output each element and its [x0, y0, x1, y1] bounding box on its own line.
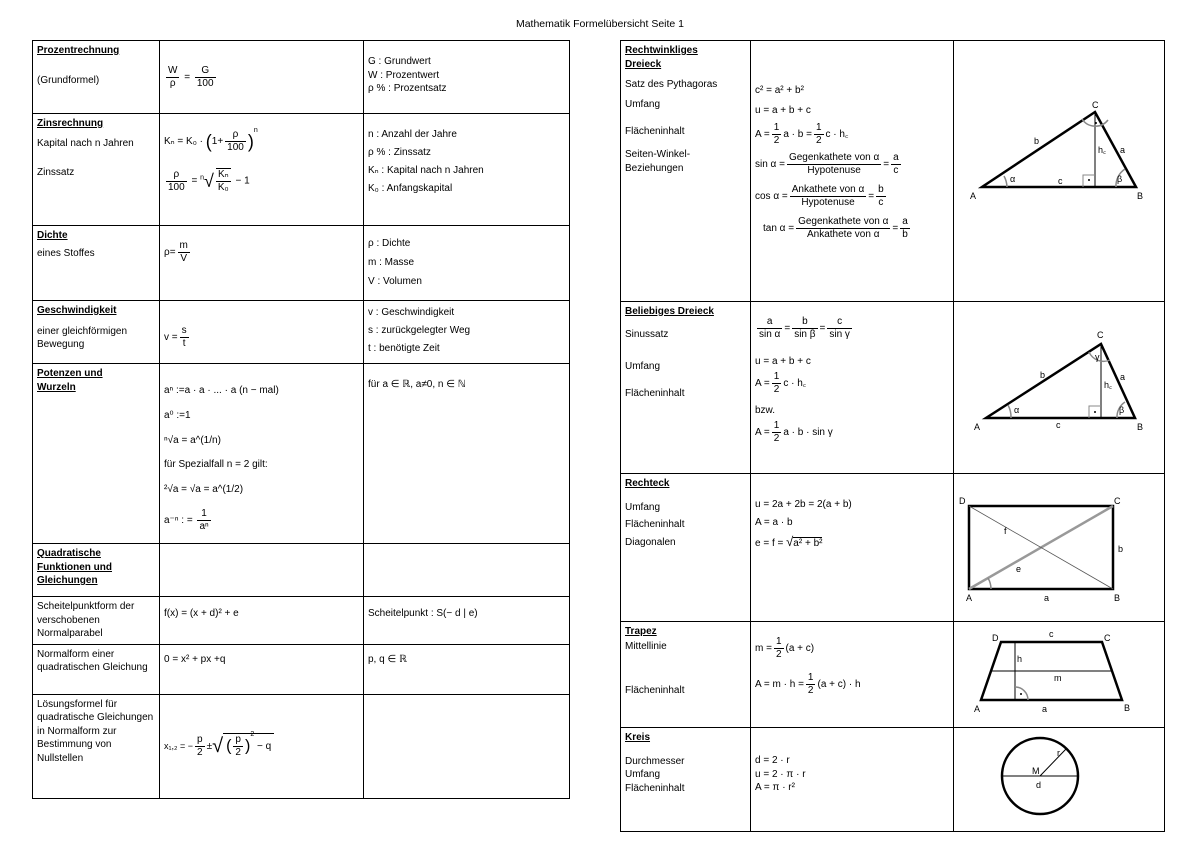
- row-loesung: [33, 694, 570, 798]
- row-normalform: [33, 644, 570, 694]
- label-scheitelform: Scheitelpunktform der verschobenen Normalparabel: [37, 601, 135, 639]
- formula-v: v = $\frac{s}{t}$: [164, 325, 187, 349]
- label-alpha: α: [1014, 404, 1020, 415]
- label-B: B: [1137, 421, 1144, 432]
- formula-kn: Kₙ = K₀ · (1+ $\frac{\rho}{100}$ )$^n$: [164, 126, 258, 153]
- label-bewegung: einer gleichförmigen Bewegung: [37, 325, 128, 350]
- label-kapital: Kapital nach n Jahren: [37, 137, 134, 149]
- text-spezialfall: für Spezialfall n = 2 gilt:: [164, 459, 268, 470]
- label-alpha: α: [1010, 174, 1016, 184]
- label-b: b: [1034, 136, 1040, 146]
- label-durchmesser: Durchmesser: [625, 755, 685, 767]
- legend-line: W : Prozentwert: [368, 69, 440, 81]
- row-trapez: [621, 621, 1165, 728]
- label-a: a: [1120, 371, 1126, 382]
- row-beliebig: [621, 301, 1165, 474]
- label-umfang: Umfang: [625, 360, 661, 372]
- label-sinussatz: Sinussatz: [625, 329, 669, 340]
- label-flaeche: Flächeninhalt: [625, 388, 685, 399]
- general-triangle-figure: [954, 302, 1165, 469]
- row-prozent: Prozentrechnung (Grundformel) $\frac{W}{\rho}$ = $\frac{G}{100}$ G : Grundwert W : Prozentwert ρ % : Prozentsatz: [33, 41, 570, 114]
- label-umfang: Umfang: [625, 99, 661, 110]
- label-a: a: [1120, 145, 1126, 155]
- label-umfang: Umfang: [625, 769, 661, 780]
- label-beta: β: [1117, 174, 1123, 184]
- text-bzw: bzw.: [755, 404, 776, 416]
- label-diagonalen: Diagonalen: [625, 536, 676, 548]
- label-C: C: [1104, 632, 1111, 643]
- label-B: B: [1114, 593, 1121, 603]
- label-f: f: [1004, 526, 1007, 536]
- label-C: C: [1092, 100, 1099, 110]
- note-scheitel: Scheitelpunkt : S(− d | e): [368, 608, 478, 619]
- formula-diagonale: e = f = √a² + b²: [755, 534, 823, 549]
- formula-wurzel-2: ²√a = √a = a^(1/2): [164, 484, 244, 495]
- row-quadr-heading: [33, 544, 570, 597]
- label-c: c: [1058, 176, 1063, 186]
- right-formula-table: [620, 40, 1165, 832]
- label-hc: h꜀: [1098, 145, 1107, 155]
- trapezoid-figure: [954, 622, 1165, 723]
- label-zinssatz: Zinssatz: [37, 167, 75, 178]
- label-B: B: [1124, 702, 1131, 713]
- label-c: c: [1056, 419, 1061, 430]
- heading-rechteck: Rechteck: [625, 478, 670, 489]
- heading-geschw: Geschwindigkeit: [37, 305, 117, 316]
- label-r: r: [1057, 748, 1060, 758]
- formula-normalform: 0 = x² + px +q: [164, 653, 226, 665]
- formula-umfang: u = 2 · π · r: [755, 768, 806, 780]
- heading-quadr: Quadratische Funktionen und Gleichungen: [37, 548, 112, 586]
- legend-line: t : benötigte Zeit: [368, 343, 440, 354]
- formula-flaeche: A = $\frac{1}{2}$ a · b = $\frac{1}{2}$ c · h꜀: [755, 122, 849, 146]
- legend-line: V : Volumen: [368, 276, 422, 287]
- label-A: A: [966, 593, 973, 603]
- formula-flaeche: A = $\frac{1}{2}$ c · h꜀: [755, 370, 807, 395]
- label-umfang: Umfang: [625, 501, 661, 513]
- label-b: b: [1040, 369, 1046, 380]
- formula-a0: a⁰ :=1: [164, 410, 191, 421]
- legend-line: Kₙ : Kapital nach n Jahren: [368, 165, 484, 176]
- rectangle-figure: [954, 474, 1165, 616]
- heading-kreis: Kreis: [625, 732, 651, 743]
- label-d: d: [1036, 780, 1042, 790]
- formula-mittellinie: m = $\frac{1}{2}$ (a + c): [755, 635, 815, 660]
- formula-flaeche-sin: A = $\frac{1}{2}$ a · b · sin γ: [755, 419, 833, 444]
- heading-prozent: Prozentrechnung: [37, 45, 120, 56]
- row-scheitel: [33, 597, 570, 645]
- formula-cos: cos α = $\frac{\text{Ankathete von α}}{\text{Hypotenuse}}$ = $\frac{b}{c}$: [755, 184, 884, 208]
- legend-line: v : Geschwindigkeit: [368, 307, 455, 318]
- row-geschw: [33, 301, 570, 364]
- text-bedingung: für a ∈ ℝ, a≠0, n ∈ ℕ: [368, 379, 466, 390]
- label-A: A: [974, 703, 981, 714]
- row-zins: [33, 114, 570, 226]
- label-beta: β: [1119, 404, 1125, 415]
- formula-flaeche: A = m · h = $\frac{1}{2}$ (a + c) · h: [755, 671, 861, 696]
- formula-neg-exp: a⁻ⁿ : = $\frac{1}{\text{aⁿ}}$: [164, 508, 209, 532]
- label-D: D: [992, 632, 999, 643]
- left-formula-table: [32, 40, 570, 799]
- note-pq: p, q ∈ ℝ: [368, 653, 407, 665]
- legend-line: n : Anzahl der Jahre: [368, 129, 457, 140]
- label-flaeche: Flächeninhalt: [625, 684, 685, 696]
- formula-wurzel-n: ⁿ√a = a^(1/n): [164, 435, 221, 446]
- heading-rechtwinklig: Rechtwinkliges Dreieck: [625, 45, 698, 70]
- label-m: m: [1054, 672, 1062, 683]
- formula-sin: sin α = $\frac{\text{Gegenkathete von α}}{\text{Hypotenuse}}$ = $\frac{a}{c}$: [755, 152, 899, 176]
- formula-w-rho: $\frac{W}{\rho}$: [168, 64, 178, 89]
- label-b: b: [1118, 544, 1124, 554]
- row-rechtwinklig: [621, 41, 1165, 302]
- label-A: A: [970, 191, 977, 201]
- label-C: C: [1097, 329, 1104, 340]
- formula-pq: x₁,₂ = − $\frac{p}{2}$ ±√ ( $\frac{p}{2}$ )$^2$ − q: [164, 741, 274, 752]
- formula-flaeche: A = a · b: [755, 516, 793, 528]
- row-rechteck: [621, 474, 1165, 622]
- legend-line: m : Masse: [368, 257, 415, 268]
- label-loesungsformel: Lösungsformel für quadratische Gleichungen in Normalform zur Bestimmung von Nullstellen: [37, 698, 154, 764]
- label-C: C: [1114, 496, 1121, 506]
- formula-tan: tan α = $\frac{\text{Gegenkathete von α}}{\text{Ankathete von α}}$ = $\frac{a}{b}$: [763, 216, 908, 240]
- heading-potenzen: Potenzen und Wurzeln: [37, 368, 103, 393]
- label-grundformel: (Grundformel): [37, 74, 100, 86]
- label-D: D: [959, 496, 966, 506]
- label-a: a: [1042, 703, 1048, 714]
- formula-durchmesser: d = 2 · r: [755, 755, 790, 766]
- label-A: A: [974, 421, 981, 432]
- legend-line: K₀ : Anfangskapital: [368, 183, 453, 194]
- formula-zinssatz: $\frac{\rho}{100}$ = $^n$√ $\frac{\text{Kₙ}}{\text{K₀}}$ − 1: [168, 168, 250, 193]
- label-stoff: eines Stoffes: [37, 247, 95, 259]
- label-normalform: Normalform einer quadratischen Gleichung: [37, 648, 148, 673]
- formula-umfang: u = 2a + 2b = 2(a + b): [755, 499, 852, 510]
- row-potenzen: [33, 364, 570, 544]
- heading-zins: Zinsrechnung: [37, 118, 104, 129]
- formula-pythagoras: c² = a² + b²: [755, 85, 804, 96]
- formula-potenz-def: aⁿ :=a · a · ... · a (n − mal): [164, 385, 279, 396]
- label-B: B: [1137, 191, 1144, 201]
- label-h: h: [1017, 653, 1023, 664]
- right-triangle-figure: [954, 41, 1165, 296]
- label-c: c: [1049, 628, 1054, 639]
- formula-g-100: $\frac{G}{100}$: [196, 64, 214, 89]
- heading-trapez: Trapez: [625, 625, 657, 637]
- label-M: M: [1032, 766, 1040, 776]
- legend-line: ρ : Dichte: [368, 238, 411, 249]
- row-kreis: [621, 728, 1165, 832]
- page-title: Mathematik Formelübersicht Seite 1: [515, 18, 685, 30]
- formula-umfang: u = a + b + c: [755, 355, 811, 367]
- legend-line: ρ % : Zinssatz: [368, 147, 431, 158]
- formula-sinussatz: $\frac{a}{\text{sin α}}$ = $\frac{b}{\text{sin β}}$ = $\frac{c}{\text{sin γ}}$: [759, 315, 850, 340]
- label-mittellinie: Mittellinie: [625, 641, 667, 652]
- label-flaeche: Flächeninhalt: [625, 126, 685, 137]
- label-hc: h꜀: [1104, 379, 1113, 390]
- circle-figure: [954, 728, 1165, 826]
- row-dichte: [33, 226, 570, 301]
- label-a: a: [1044, 593, 1050, 603]
- label-pythagoras: Satz des Pythagoras: [625, 79, 718, 90]
- formula-umfang: u = a + b + c: [755, 105, 811, 116]
- formula-scheitel: f(x) = (x + d)² + e: [164, 608, 239, 619]
- legend-line: s : zurückgelegter Weg: [368, 325, 471, 336]
- label-e: e: [1016, 564, 1022, 574]
- formula-flaeche: A = π · r²: [755, 782, 795, 793]
- heading-dichte: Dichte: [37, 230, 68, 241]
- label-flaeche: Flächeninhalt: [625, 782, 685, 794]
- legend-line: G : Grundwert: [368, 56, 431, 67]
- formula-dichte: ρ= $\frac{m}{V}$: [164, 240, 188, 264]
- legend-line: ρ % : Prozentsatz: [368, 83, 447, 94]
- label-flaeche: Flächeninhalt: [625, 519, 685, 530]
- label-seiten-winkel: Seiten-Winkel-Beziehungen: [625, 149, 691, 174]
- label-gamma: γ: [1095, 351, 1100, 362]
- heading-beliebig: Beliebiges Dreieck: [625, 305, 714, 317]
